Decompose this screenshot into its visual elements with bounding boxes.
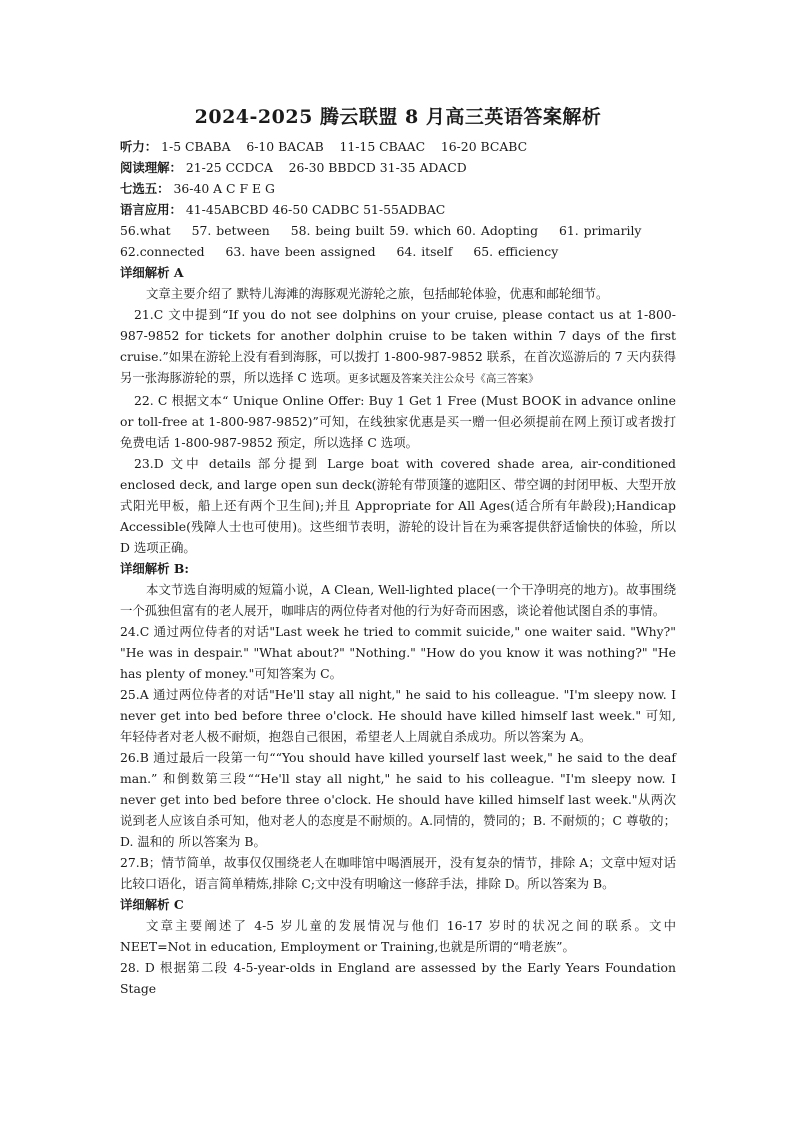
section-a-intro: 文章主要介绍了 默特儿海滩的海豚观光游轮之旅，包括邮轮体验，优惠和邮轮细节。 (146, 286, 609, 301)
answer-line-language-use (120, 199, 676, 220)
explanation-text: 21.C 文中提到“If you do not see dolphins on your cruise, please contact us at 1-800-987-9852 for tickets for another dolphin cruise to be taken within 7 days of the first cruise.”如果在游轮上没有看到海豚，可以拨打 1-800-987-9852 联系，在首次巡游后的 7 天内获得另一张海豚游轮的票，所以选择 C 选项。 (120, 307, 676, 385)
fill-answer: 56.what (120, 223, 171, 238)
document-title: 2024-2025 腾云联盟 8 月高三英语答案解析 (194, 106, 602, 128)
fill-answer: 61. primarily (558, 223, 642, 238)
answer-label: 语言应用： (120, 202, 182, 217)
explanation-q21 (120, 304, 676, 390)
answer-label: 阅读理解： (120, 160, 182, 175)
explanation-q26: 26.B 通过最后一段第一句““You should have killed yourself last week," he said to the deaf man.” 和倒数第三段““He'll stay all night," he said to his colleague. "I'm sleepy now. I never get into bed before three o'clock. He should have killed himself last week."从两次说到老人应该自杀可知，他对老人的态度是不耐烦的。A.同情的，赞同的；B. 不耐烦的；C 尊敬的；D. 温和的 所以答案为 B。 (120, 750, 676, 849)
answer-value: 41-45ABCBD 46-50 CADBC 51-55ADBAC (185, 202, 446, 217)
answer-value: 1-5 CBABA 6-10 BACAB 11-15 CBAAC 16-20 BCABC (161, 139, 528, 154)
section-b-heading: 详细解析 B: (120, 561, 189, 576)
fill-answer: 57. between (191, 223, 270, 238)
explanation-q23: 23.D 文中 details 部分提到 Large boat with covered shade area, air-conditioned enclosed deck, and large open sun deck(游轮有带顶篷的遮阳区、带空调的封闭甲板、大型开放式阳光甲板，船上还有两个卫生间);并且 Appropriate for All Ages(适合所有年龄段);Handicap Accessible(残障人士也可使用)。这些细节表明，游轮的设计旨在为乘客提供舒适愉快的体验，所以 D 选项正确。 (120, 456, 676, 555)
explanation-q24: 24.C 通过两位侍者的对话"Last week he tried to commit suicide," one waiter said. "Why?" "He was in despair." "What about?" "Nothing." "How do you know it was nothing?" "He has plenty of money."可知答案为 C。 (120, 624, 676, 681)
section-c-heading: 详细解析 C (120, 897, 184, 912)
explanation-q27: 27.B；情节简单，故事仅仅围绕老人在咖啡馆中喝酒展开，没有复杂的情节，排除 A；文章中短对话比较口语化，语言简单精炼,排除 C;文中没有明喻这一修辞手法，排除 D。所以答案为 B。 (120, 855, 676, 891)
section-a-heading: 详细解析 A (120, 265, 184, 280)
promo-note: 更多试题及答案关注公众号《高三答案》 (348, 373, 539, 385)
explanation-q28: 28. D 根据第二段 4-5-year-olds in England are assessed by the Early Years Foundation Stage (120, 960, 676, 996)
fill-answer: 63. have been assigned (225, 244, 376, 259)
fill-answer: 58. being built 59. which 60. Adopting (290, 223, 539, 238)
explanation-q22: 22. C 根据文本“ Unique Online Offer: Buy 1 Get 1 Free (Must BOOK in advance online or toll-free at 1-800-987-9852)”可知，在线独家优惠是买一赠一但必须提前在网上预订或者拨打免费电话 1-800-987-9852 预定，所以选择 C 选项。 (120, 393, 676, 450)
fill-answer: 62.connected (120, 244, 205, 259)
answer-line-reading (120, 157, 676, 178)
explanation-q25: 25.A 通过两位侍者的对话"He'll stay all night," he said to his colleague. "I'm sleepy now. I never get into bed before three o'clock. He should have killed himself last week." 可知,年轻侍者对老人极不耐烦，抱怨自己很困，希望老人上周就自杀成功。所以答案为 A。 (120, 687, 676, 744)
fill-blank-row-2 (120, 241, 676, 262)
answer-line-seven-choose-five (120, 178, 676, 199)
fill-answer: 64. itself (396, 244, 453, 259)
answer-value: 21-25 CCDCA 26-30 BBDCD 31-35 ADACD (185, 160, 467, 175)
answer-value: 36-40 A C F E G (173, 181, 275, 196)
section-c-intro: 文章主要阐述了 4-5 岁儿童的发展情况与他们 16-17 岁时的状况之间的联系。文中 NEET=Not in education, Employment or Training,也就是所谓的“啃老族”。 (120, 918, 676, 954)
answer-line-listening (120, 136, 676, 157)
section-b-intro: 本文节选自海明威的短篇小说，A Clean, Well-lighted place(一个干净明亮的地方)。故事围绕一个孤独但富有的老人展开，咖啡店的两位侍者对他的行为好奇而困惑，谈论着他试图自杀的事情。 (120, 582, 676, 618)
answer-label: 七选五： (120, 181, 170, 196)
fill-blank-row-1 (120, 220, 676, 241)
fill-answer: 65. efficiency (473, 244, 559, 259)
answer-label: 听力： (120, 139, 158, 154)
